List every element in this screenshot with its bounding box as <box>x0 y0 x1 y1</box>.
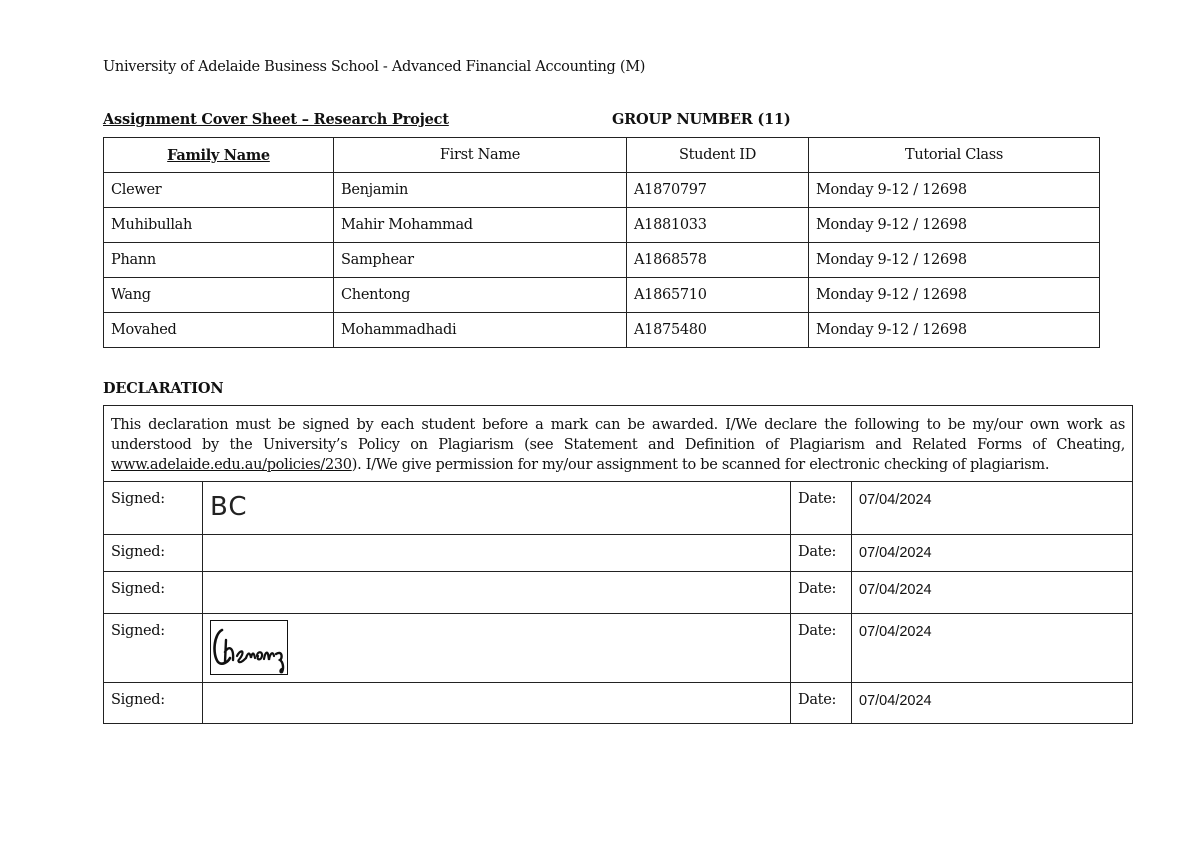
signed-label: Signed: <box>104 535 203 572</box>
signed-label: Signed: <box>104 683 203 724</box>
date-label: Date: <box>791 614 852 683</box>
date-value: 07/04/2024 <box>852 482 1133 535</box>
student-id-cell: A1865710 <box>627 278 809 313</box>
signature-initials: BC <box>210 492 248 522</box>
declaration-text-part-2: ). I/We give permission for my/our assignment to be scanned for electronic checking of plagiarism. <box>351 457 1050 473</box>
family-name-cell: Clewer <box>104 173 334 208</box>
handwritten-signature-image <box>210 620 288 675</box>
signature-row <box>104 614 1133 683</box>
date-label: Date: <box>791 482 852 535</box>
student-id-cell: A1870797 <box>627 173 809 208</box>
tutorial-class-cell: Monday 9-12 / 12698 <box>809 173 1100 208</box>
signed-label: Signed: <box>104 614 203 683</box>
first-name-cell: Mahir Mohammad <box>334 208 627 243</box>
students-header-row <box>104 138 1100 173</box>
family-name-cell: Phann <box>104 243 334 278</box>
column-header-family-name: Family Name <box>104 138 334 173</box>
first-name-cell: Benjamin <box>334 173 627 208</box>
declaration-text-part-1: This declaration must be signed by each student before a mark can be awarded. I/We declare the following to be my/our own work as understood by the University’s Policy on Plagiarism (see Statement and Definition of Plagiarism and Related Forms of Cheating, <box>111 417 1126 453</box>
signature-row <box>104 482 1133 535</box>
policy-link[interactable]: www.adelaide.edu.au/policies/230 <box>111 457 352 473</box>
date-value: 07/04/2024 <box>852 683 1133 724</box>
first-name-cell: Mohammadhadi <box>334 313 627 348</box>
family-name-cell: Movahed <box>104 313 334 348</box>
signature-cell <box>203 572 791 614</box>
signed-label: Signed: <box>104 572 203 614</box>
student-id-cell: A1868578 <box>627 243 809 278</box>
column-header-tutorial-class: Tutorial Class <box>809 138 1100 173</box>
table-row <box>104 278 1100 313</box>
signature-cell <box>203 535 791 572</box>
student-id-cell: A1875480 <box>627 313 809 348</box>
declaration-heading: DECLARATION <box>103 380 224 397</box>
signed-label: Signed: <box>104 482 203 535</box>
signature-cell <box>203 683 791 724</box>
family-name-cell: Muhibullah <box>104 208 334 243</box>
date-label: Date: <box>791 535 852 572</box>
table-row <box>104 313 1100 348</box>
cover-title-row <box>103 111 1103 131</box>
students-table <box>103 137 1100 348</box>
tutorial-class-cell: Monday 9-12 / 12698 <box>809 313 1100 348</box>
tutorial-class-cell: Monday 9-12 / 12698 <box>809 278 1100 313</box>
declaration-text-row <box>104 406 1133 482</box>
declaration-table <box>103 405 1133 724</box>
signature-row <box>104 683 1133 724</box>
column-header-student-id: Student ID <box>627 138 809 173</box>
column-header-first-name: First Name <box>334 138 627 173</box>
course-header: University of Adelaide Business School - Advanced Financial Accounting (M) <box>103 59 646 75</box>
signature-cell <box>203 614 791 683</box>
student-id-cell: A1881033 <box>627 208 809 243</box>
date-label: Date: <box>791 572 852 614</box>
table-row <box>104 173 1100 208</box>
cover-sheet-title: Assignment Cover Sheet – Research Project <box>103 111 449 128</box>
date-value: 07/04/2024 <box>852 535 1133 572</box>
declaration-text <box>104 406 1133 482</box>
date-value: 07/04/2024 <box>852 614 1133 683</box>
group-number: GROUP NUMBER (11) <box>612 111 791 128</box>
signature-row <box>104 572 1133 614</box>
family-name-cell: Wang <box>104 278 334 313</box>
signature-cell <box>203 482 791 535</box>
tutorial-class-cell: Monday 9-12 / 12698 <box>809 208 1100 243</box>
table-row <box>104 243 1100 278</box>
date-value: 07/04/2024 <box>852 572 1133 614</box>
tutorial-class-cell: Monday 9-12 / 12698 <box>809 243 1100 278</box>
date-label: Date: <box>791 683 852 724</box>
first-name-cell: Samphear <box>334 243 627 278</box>
signature-row <box>104 535 1133 572</box>
first-name-cell: Chentong <box>334 278 627 313</box>
table-row <box>104 208 1100 243</box>
